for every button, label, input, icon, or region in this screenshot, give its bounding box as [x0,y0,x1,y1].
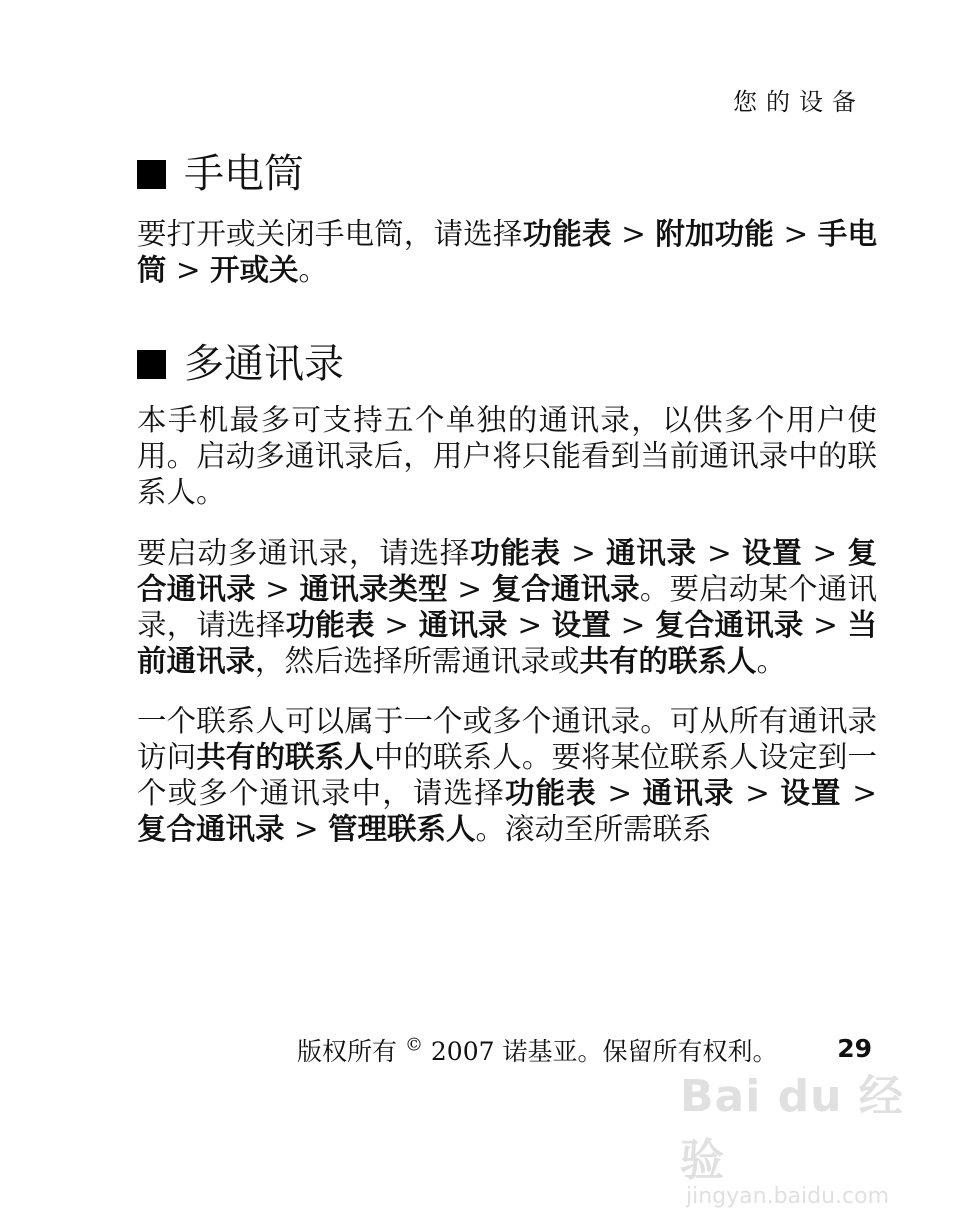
text-run: 要启动多通讯录，请选择 [137,536,471,570]
menu-path-item: 共有的联系人 [196,740,374,774]
section-heading-text: 手电筒 [184,151,304,197]
square-bullet-icon [137,160,166,189]
baidu-jingyan-watermark [680,1060,920,1209]
path-separator: > [611,217,656,251]
path-separator: > [611,608,655,642]
section-heading-multi-phonebook [137,340,344,388]
path-separator: > [507,608,552,642]
path-separator: > [841,776,877,810]
path-separator: > [447,572,492,606]
path-separator: > [803,608,848,642]
paragraph-intro [137,402,877,510]
text-run: 中的联系人。要将某位联系人设定到一个或多个通讯录中，请选择 [137,740,877,810]
menu-path-item: 功能表 [504,776,597,810]
watermark-url: jingyan.baidu.com [686,1184,890,1209]
menu-path-item: 共有的联系人 [579,644,757,678]
menu-path-item: 通讯录 [418,608,508,642]
path-separator: > [284,812,328,846]
text-run: 。滚动至所需联系 [475,812,712,846]
path-separator: > [255,572,300,606]
menu-path-item: 当前通讯录 [137,608,877,678]
path-separator: > [696,536,742,570]
copyright-footer [297,1032,777,1068]
path-separator: > [774,217,818,251]
paragraph-flashlight [137,216,877,288]
path-separator: > [802,536,848,570]
square-bullet-icon [137,350,166,379]
path-separator: > [374,608,419,642]
paragraph-assign-contacts [137,703,877,847]
menu-path-item: 附加功能 [655,217,774,251]
text-run: 本手机最多可支持五个单独的通讯录，以供多个用户使用。启动多通讯录后，用户将只能看到当前通讯录中的联系人。 [137,403,877,509]
menu-path-item: 手电筒 [137,217,877,287]
menu-path-item: 设置 [741,536,803,570]
path-separator: > [166,253,210,287]
path-separator: > [596,776,643,810]
menu-path-item: 复合通讯录 [137,812,285,846]
menu-path-item: 复合通讯录 [654,608,804,642]
text-run: 。 [756,644,787,678]
menu-path-item: 复合通讯录 [491,572,640,606]
menu-path-item: 通讯录类型 [299,572,448,606]
text-run: 要打开或关闭手电筒，请选择 [137,217,523,251]
section-heading-flashlight [137,150,304,198]
menu-path-item: 通讯录 [605,536,697,570]
menu-path-item: 功能表 [522,217,612,251]
text-run: ，然后选择所需通讯录或 [255,644,580,678]
text-run: 。 [298,253,329,287]
path-separator: > [734,776,781,810]
text-run: 一个联系人可以属于一个或多个通讯录。可从所有通讯录访问 [137,704,877,774]
menu-path-item: 设置 [780,776,842,810]
menu-path-item: 通讯录 [642,776,735,810]
copyright-text: 2007 诺基亚。保留所有权利。 [422,1037,778,1066]
menu-path-item: 开或关 [210,253,299,287]
text-run: 。要启动某个通讯录，请选择 [137,572,877,642]
menu-path-item: 复合通讯录 [137,536,877,606]
copyright-label: 版权所有 [297,1037,405,1066]
section-heading-text: 多通讯录 [184,341,344,387]
page-number: 29 [837,1034,872,1063]
menu-path-item: 设置 [551,608,612,642]
paragraph-activate [137,535,877,679]
menu-path-item: 功能表 [470,536,561,570]
menu-path-item: 管理联系人 [328,812,476,846]
path-separator: > [560,536,606,570]
running-header: 您的设备 [733,88,865,116]
menu-path-item: 功能表 [285,608,375,642]
copyright-icon: © [404,1034,423,1056]
watermark-logo: Bai du 经验 [680,1071,904,1186]
